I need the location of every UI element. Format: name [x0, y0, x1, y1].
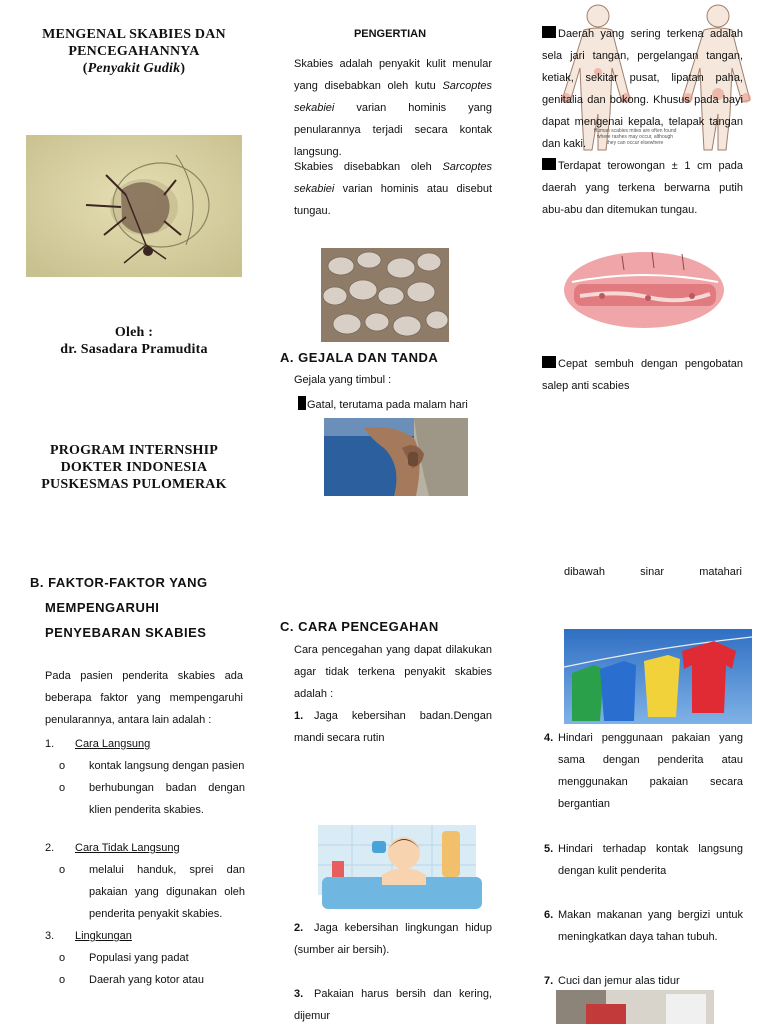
pencegahan-item-7: 7. Cuci dan jemur alas tidur: [544, 975, 680, 987]
bedding-photo: [556, 990, 714, 1024]
faktor-item-1: 1. Cara Langsung: [45, 738, 151, 750]
mites-cluster-image: [321, 248, 449, 342]
brochure-title: [20, 26, 248, 77]
gejala-item: Gatal, terutama pada malam hari: [298, 396, 468, 411]
square-bullet-icon: [298, 396, 306, 410]
scratching-photo: [324, 418, 468, 496]
faktor-intro: Pada pasien penderita skabies ada beberapa faktor yang mempengaruhi penularannya, antara lain adalah :: [45, 670, 243, 726]
author-name: dr. Sasadara Pramudita: [60, 342, 208, 357]
title-line-1: MENGENAL SKABIES DAN: [42, 27, 226, 42]
subtitle: (Penyakit Gudik): [82, 61, 186, 76]
faktor-item-1-sub-2: o berhubungan badan dengan klien penderita skabies.: [59, 782, 245, 816]
pencegahan-item-5: 5. Hindari terhadap kontak langsung dengan kulit penderita: [544, 843, 743, 877]
section-c-heading: C. CARA PENCEGAHAN: [280, 619, 439, 634]
pengertian-heading: PENGERTIAN: [353, 28, 427, 40]
pencegahan-item-4: 4. Hindari penggunaan pakaian yang sama dengan penderita atau menggunakan pakaian secara bergantian: [544, 732, 743, 810]
pencegahan-item-3: 3. Pakaian harus bersih dan kering, dijemur: [294, 988, 492, 1022]
faktor-item-3-sub-2: o Daerah yang kotor atau: [59, 974, 204, 986]
area-bullet: Daerah yang sering terkena adalah sela jari tangan, pergelangan tangan, ketiak, sekitar pusat, lipatan paha, genitalia dan bokong. Khusus pada bayi dapat mengenai kepala, telapak tangan dan kaki.: [542, 28, 743, 150]
pengertian-para-2: Skabies disebabkan oleh Sarcoptes sekabiei varian hominis atau disebut tungau.: [294, 161, 492, 217]
pencegahan-item-3-continued: dibawah sinar matahari: [564, 566, 742, 578]
faktor-list: [45, 733, 245, 991]
program-block: [20, 442, 248, 493]
gejala-intro: Gejala yang timbul :: [294, 374, 392, 386]
section-b-heading: [30, 570, 260, 645]
title-line-2: PENCEGAHANNYA: [68, 44, 200, 59]
burrow-bullet: Terdapat terowongan ± 1 cm pada daerah yang terkena berwarna putih abu-abu dan ditemukan tungau.: [542, 160, 743, 216]
author-block: [20, 324, 248, 358]
faktor-item-2-sub-1: o melalui handuk, sprei dan pakaian yang digunakan oleh penderita penyakit skabies.: [59, 864, 245, 920]
section-b-line-2: MEMPENGARUHI: [45, 600, 160, 615]
section-a-heading: A. GEJALA DAN TANDA: [280, 350, 439, 365]
skin-burrow-illustration: [562, 246, 727, 334]
mite-micrograph-image: [26, 135, 242, 277]
faktor-item-1-sub-1: o kontak langsung dengan pasien: [59, 760, 245, 772]
square-bullet-icon: [542, 158, 556, 170]
pencegahan-intro: Cara pencegahan yang dapat dilakukan agar tidak terkena penyakit skabies adalah :: [294, 644, 492, 700]
program-line-2: DOKTER INDONESIA: [60, 460, 208, 475]
pengertian-para-1: Skabies adalah penyakit kulit menular yang disebabkan oleh kutu Sarcoptes sekabiei varian hominis yang penularannya terjadi secara kontak langsung.: [294, 58, 492, 158]
program-line-1: PROGRAM INTERNSHIP: [49, 443, 219, 458]
pencegahan-item-6: 6. Makan makanan yang bergizi untuk meningkatkan daya tahan tubuh.: [544, 909, 743, 943]
figure-caption: Human scabies mites are often found where rashes may occur, although they can occur elsewhere: [593, 128, 677, 146]
program-line-3: PUSKESMAS PULOMERAK: [41, 477, 227, 492]
section-b-line-1: B. FAKTOR-FAKTOR YANG: [30, 575, 208, 590]
square-bullet-icon: [542, 26, 556, 38]
section-b-line-3: PENYEBARAN SKABIES: [45, 625, 207, 640]
faktor-item-3: 3. Lingkungan: [45, 930, 132, 942]
bathing-child-illustration: [312, 805, 482, 913]
pencegahan-item-1: 1. Jaga kebersihan badan.Dengan mandi secara rutin: [294, 710, 492, 744]
pencegahan-item-2: 2. Jaga kebersihan lingkungan hidup (sumber air bersih).: [294, 922, 492, 956]
author-label: Oleh :: [114, 325, 154, 340]
faktor-item-3-sub-1: o Populasi yang padat: [59, 952, 189, 964]
healing-bullet: Cepat sembuh dengan pengobatan salep anti scabies: [542, 358, 743, 392]
faktor-item-2: 2. Cara Tidak Langsung: [45, 842, 180, 854]
square-bullet-icon: [542, 356, 556, 368]
clothesline-photo: [564, 629, 752, 724]
